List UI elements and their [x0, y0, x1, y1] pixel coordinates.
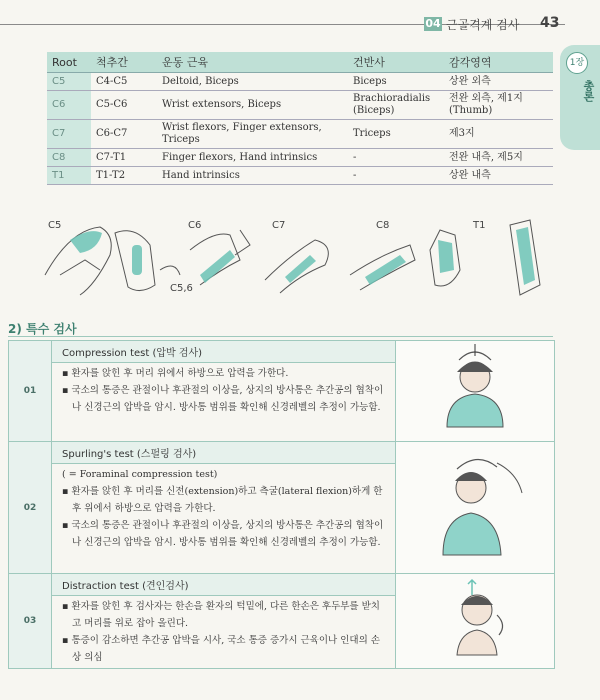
c6-arm-outline [190, 234, 240, 285]
table-row [47, 73, 553, 91]
test-number: 03 [9, 574, 52, 669]
muscles-cell: Finger flexors, Hand intrinsics [157, 149, 348, 167]
test-number: 01 [9, 341, 52, 442]
nerve-root-illustrations [40, 215, 560, 305]
chapter-number-badge: 04 [425, 17, 441, 30]
table-row [47, 120, 553, 149]
test-name: Compression test (압박 검사) [52, 341, 396, 363]
sensory-cell: 상완 외측 [444, 73, 553, 91]
sensory-cell: 상완 내측 [444, 167, 553, 185]
test-line: ▪ 환자를 앉힌 후 검사자는 한손을 환자의 턱밑에, 다른 한손은 후두부를 받치고 머리를 위로 잡아 올린다. [62, 601, 380, 629]
col-reflex: 건반사 [348, 52, 444, 73]
t1-dermatome [438, 240, 454, 273]
sensory-cell: 전완 내측, 제5지 [444, 149, 553, 167]
reflex-cell: Triceps [348, 120, 444, 149]
level-cell: C4-C5 [91, 73, 157, 91]
test-line: ▪ 환자를 앉힌 후 머리를 신전(extension)하고 측굴(lateral flexion)하게 한 후 위에서 하방으로 압력을 가한다. [62, 486, 383, 514]
c6-fist [235, 230, 250, 255]
test-illustration [396, 341, 555, 442]
muscles-cell: Deltoid, Biceps [157, 73, 348, 91]
test-description [52, 464, 396, 574]
sensory-cell: 제3지 [444, 120, 553, 149]
page-number: 43 [540, 15, 560, 31]
test-line: ▪ 통증이 감소하면 추간공 압박을 시사, 국소 통증 증가시 근육이나 인대의 손상 의심 [62, 635, 380, 663]
side-chapter-number: 1장 [566, 52, 588, 74]
root-cell: C8 [47, 149, 91, 167]
section-rule [8, 336, 553, 337]
test-line: ▪ 국소의 통증은 관절이나 후관절의 이상을, 상지의 방사통은 추간공의 협착이나 신경근의 압박을 암시. 방사통 범위를 확인해 신경레벨의 추정이 가능함. [62, 385, 384, 413]
test-name: Distraction test (견인검사) [52, 574, 396, 596]
fig-label-c7: C7 [272, 220, 286, 231]
level-cell: C5-C6 [91, 91, 157, 120]
test-line: ▪ 환자를 앉힌 후 머리 위에서 하방으로 압력을 가한다. [62, 368, 289, 379]
nerve-root-table [47, 52, 553, 185]
level-cell: C6-C7 [91, 120, 157, 149]
fig-label-t1: T1 [473, 220, 486, 231]
level-cell: C7-T1 [91, 149, 157, 167]
fig-label-c5: C5 [48, 220, 62, 231]
root-cell: C6 [47, 91, 91, 120]
special-tests-table [8, 340, 555, 669]
muscles-cell: Wrist flexors, Finger extensors, Triceps [157, 120, 348, 149]
test-line: ▪ 국소의 통증은 관절이나 후관절의 이상을, 상지의 방사통은 추간공의 협착이나 신경근의 압박을 암시. 방사통 범위를 확인해 신경레벨의 추정이 가능함. [62, 520, 384, 548]
col-muscles: 운동 근육 [157, 52, 348, 73]
muscles-cell: Wrist extensors, Biceps [157, 91, 348, 120]
test-number: 02 [9, 442, 52, 574]
root-cell: C5 [47, 73, 91, 91]
root-cell: C7 [47, 120, 91, 149]
sensory-cell: 전완 외측, 제1지(Thumb) [444, 91, 553, 120]
test-line: ( = Foraminal compression test) [62, 469, 218, 480]
reflex-cell: Biceps [348, 73, 444, 91]
table-header-row [47, 52, 553, 73]
test-illustration [396, 442, 555, 574]
test-description [52, 363, 396, 442]
fig-label-c6: C6 [188, 220, 202, 231]
distraction-test-figure [397, 575, 553, 657]
col-sensory: 감각영역 [444, 52, 553, 73]
fig-label-c56: C5,6 [170, 283, 193, 294]
c8-dermatome [365, 255, 406, 285]
fig-label-c8: C8 [376, 220, 390, 231]
table-row [47, 167, 553, 185]
c7-dermatome [285, 255, 316, 283]
c5-dermatome [70, 231, 102, 253]
test-description [52, 596, 396, 669]
col-level: 척추간 [91, 52, 157, 73]
compression-test-figure [397, 342, 553, 430]
root-cell: T1 [47, 167, 91, 185]
c5-hand-outline [60, 260, 100, 275]
spurling-test-figure [397, 443, 553, 561]
level-cell: T1-T2 [91, 167, 157, 185]
c7-arm-outline [265, 240, 328, 293]
col-root: Root [47, 52, 91, 73]
test-illustration [396, 574, 555, 669]
test-name: Spurling's test (스펄링 검사) [52, 442, 396, 464]
muscles-cell: Hand intrinsics [157, 167, 348, 185]
test-header-row [9, 341, 555, 363]
test-header-row [9, 442, 555, 464]
c6-dermatome [200, 250, 235, 283]
table-row [47, 91, 553, 120]
c56-arrow [160, 266, 180, 275]
section-title: 2) 특수 검사 [8, 322, 77, 336]
c56-dermatome [132, 245, 142, 275]
reflex-cell: Brachioradialis (Biceps) [348, 91, 444, 120]
reflex-cell: - [348, 149, 444, 167]
reflex-cell: - [348, 167, 444, 185]
test-header-row [9, 574, 555, 596]
side-chapter-label: 총론 [582, 80, 595, 102]
table-row [47, 149, 553, 167]
chapter-title: 근골격계 검사 [446, 18, 520, 32]
